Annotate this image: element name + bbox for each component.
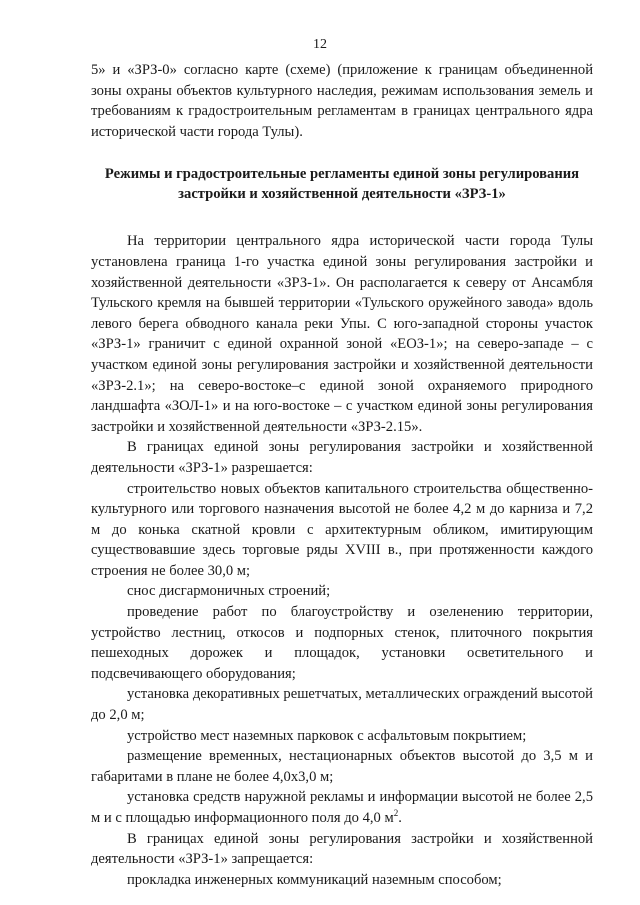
list-item-allowed-advertising <box>91 787 593 828</box>
advertising-text: установка средств наружной рекламы и информации высотой не более 2,5 м и с площадью информационного поля до 4,0 м <box>91 789 593 826</box>
document-body <box>91 60 593 890</box>
list-item-allowed-fences: установка декоративных решетчатых, металлических ограждений высотой до 2,0 м; <box>91 686 593 724</box>
paragraph-allowed-intro: В границах единой зоны регулирования застройки и хозяйственной деятельности «ЗРЗ-1» разрешается: <box>91 439 593 476</box>
section-heading: Режимы и градостроительные регламенты единой зоны регулирования застройки и хозяйственной деятельности «ЗРЗ-1» <box>104 166 580 203</box>
advertising-end: . <box>398 810 402 826</box>
list-item-allowed-parking: устройство мест наземных парковок с асфальтовым покрытием; <box>127 727 527 744</box>
list-item-forbidden-utilities: прокладка инженерных коммуникаций наземным способом; <box>127 871 502 888</box>
list-item-allowed-landscaping: проведение работ по благоустройству и озеленению территории, устройство лестниц, откосов и подпорных стенок, плиточного покрытия пешеходных дорожек и площадок, установки осветительного и подсвечивающего оборудования; <box>91 604 593 682</box>
list-item-allowed-temporary-objects: размещение временных, нестационарных объектов высотой до 3,5 м и габаритами в плане не более 4,0х3,0 м; <box>91 748 593 785</box>
page-number: 12 <box>313 37 327 52</box>
list-item-allowed-demolition: снос дисгармоничных строений; <box>127 583 331 600</box>
list-item-allowed-construction: строительство новых объектов капитального строительства общественно-культурного или торгового назначения высотой не более 4,2 м до карниза и 7,2 м до конька скатной кровли с архитектурным обликом, имитирующим существовавшие здесь торговые ряды XVIII в., при протяженности каждого строения не более 30,0 м; <box>91 480 593 579</box>
superscript-squared: 2 <box>393 808 399 818</box>
intro-paragraph: 5» и «ЗРЗ-0» согласно карте (схеме) (приложение к границам объединенной зоны охраны объектов культурного наследия, режимам использования земель и требованиям к градостроительным регламентам в границах центрального ядра исторической части города Тулы). <box>91 62 593 140</box>
paragraph-forbidden-intro: В границах единой зоны регулирования застройки и хозяйственной деятельности «ЗРЗ-1» запрещается: <box>91 830 593 868</box>
paragraph-boundary: На территории центрального ядра исторической части города Тулы установлена граница 1-го участка единой зоны регулирования застройки и хозяйственной деятельности «ЗРЗ-1». Он располагается к северу от Ансамбля Тульского кремля на бывшей территории «Тульского оружейного завода» вдоль левого берега обводного канала реки Упы. С юго-западной стороны участок «ЗРЗ-1» граничит с единой охранной зоной «ЕОЗ-1»; на северо-западе – с участком единой зоны регулирования застройки и хозяйственной деятельности «ЗРЗ-2.1»; на северо-востоке–с единой зоной охраняемого природного ландшафта «ЗОЛ-1» и на юго-востоке – с участком единой зоны регулирования застройки и хозяйственной деятельности «ЗРЗ-2.15». <box>91 233 593 435</box>
